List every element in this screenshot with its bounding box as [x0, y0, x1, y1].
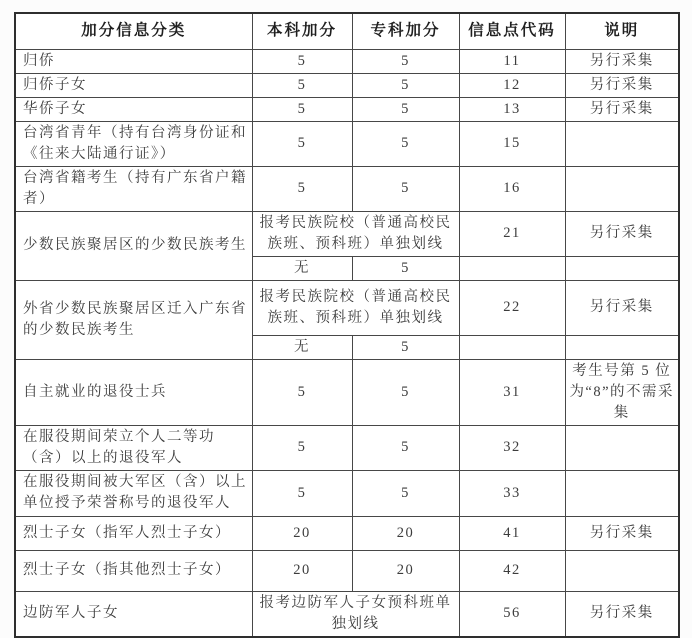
- bonus-points-table: [14, 12, 680, 638]
- cell-undergrad-points: 5: [252, 49, 352, 73]
- cell-undergrad-points: 20: [252, 516, 352, 550]
- cell-note: 另行采集: [565, 280, 679, 335]
- cell-info-code: 21: [459, 211, 565, 256]
- cell-note: 另行采集: [565, 211, 679, 256]
- cell-category: 华侨子女: [15, 97, 252, 121]
- cell-note: 另行采集: [565, 591, 679, 637]
- cell-note-empty: [565, 256, 679, 280]
- table-row: [15, 280, 679, 335]
- cell-college-points: 5: [352, 470, 459, 516]
- cell-undergrad-points: 5: [252, 121, 352, 166]
- table-row: [15, 166, 679, 211]
- table-row: [15, 470, 679, 516]
- cell-undergrad-points: 5: [252, 359, 352, 425]
- cell-info-code: 41: [459, 516, 565, 550]
- cell-college-points: 5: [352, 256, 459, 280]
- cell-college-points: 5: [352, 73, 459, 97]
- cell-category: 台湾省青年（持有台湾身份证和《往来大陆通行证》）: [15, 121, 252, 166]
- cell-note: [565, 470, 679, 516]
- cell-college-points: 5: [352, 425, 459, 470]
- header-info-code: 信息点代码: [459, 13, 565, 49]
- cell-college-points: 5: [352, 49, 459, 73]
- cell-college-points: 5: [352, 359, 459, 425]
- table-row: [15, 425, 679, 470]
- cell-category: 归侨子女: [15, 73, 252, 97]
- table-row: [15, 516, 679, 550]
- cell-category: 在服役期间荣立个人二等功（含）以上的退役军人: [15, 425, 252, 470]
- cell-college-points: 5: [352, 335, 459, 359]
- cell-undergrad-points: 5: [252, 470, 352, 516]
- cell-college-points: 20: [352, 516, 459, 550]
- cell-note-empty: [565, 335, 679, 359]
- table-header-row: [15, 13, 679, 49]
- cell-undergrad-points: 无: [252, 256, 352, 280]
- cell-undergrad-points: 20: [252, 550, 352, 591]
- cell-undergrad-points: 无: [252, 335, 352, 359]
- cell-note: [565, 121, 679, 166]
- cell-info-code-empty: [459, 335, 565, 359]
- cell-category: 烈士子女（指其他烈士子女）: [15, 550, 252, 591]
- cell-merged-rule: 报考民族院校（普通高校民族班、预科班）单独划线: [252, 211, 459, 256]
- cell-info-code: 22: [459, 280, 565, 335]
- cell-category: 台湾省籍考生（持有广东省户籍者）: [15, 166, 252, 211]
- cell-note: [565, 425, 679, 470]
- cell-college-points: 5: [352, 121, 459, 166]
- table-row: [15, 591, 679, 637]
- cell-info-code: 32: [459, 425, 565, 470]
- header-college-points: 专科加分: [352, 13, 459, 49]
- cell-info-code: 31: [459, 359, 565, 425]
- header-note: 说明: [565, 13, 679, 49]
- cell-merged-rule: 报考民族院校（普通高校民族班、预科班）单独划线: [252, 280, 459, 335]
- cell-undergrad-points: 5: [252, 425, 352, 470]
- cell-info-code: 15: [459, 121, 565, 166]
- table-row: [15, 121, 679, 166]
- cell-category: 自主就业的退役士兵: [15, 359, 252, 425]
- table-row: [15, 97, 679, 121]
- cell-category: 在服役期间被大军区（含）以上单位授予荣誉称号的退役军人: [15, 470, 252, 516]
- cell-merged-rule: 报考边防军人子女预科班单独划线: [252, 591, 459, 637]
- header-undergrad-points: 本科加分: [252, 13, 352, 49]
- cell-info-code: 12: [459, 73, 565, 97]
- cell-undergrad-points: 5: [252, 97, 352, 121]
- cell-category: 少数民族聚居区的少数民族考生: [15, 211, 252, 280]
- cell-college-points: 5: [352, 166, 459, 211]
- cell-info-code: 56: [459, 591, 565, 637]
- cell-category: 外省少数民族聚居区迁入广东省的少数民族考生: [15, 280, 252, 359]
- cell-info-code: 16: [459, 166, 565, 211]
- cell-note: [565, 550, 679, 591]
- cell-info-code: 42: [459, 550, 565, 591]
- cell-info-code: 33: [459, 470, 565, 516]
- cell-college-points: 5: [352, 97, 459, 121]
- cell-category: 归侨: [15, 49, 252, 73]
- cell-note: 另行采集: [565, 97, 679, 121]
- cell-info-code: 11: [459, 49, 565, 73]
- header-category: 加分信息分类: [15, 13, 252, 49]
- cell-undergrad-points: 5: [252, 166, 352, 211]
- table-row: [15, 550, 679, 591]
- cell-undergrad-points: 5: [252, 73, 352, 97]
- cell-note: 另行采集: [565, 73, 679, 97]
- cell-note: 另行采集: [565, 49, 679, 73]
- cell-category: 烈士子女（指军人烈士子女）: [15, 516, 252, 550]
- cell-college-points: 20: [352, 550, 459, 591]
- cell-info-code-empty: [459, 256, 565, 280]
- cell-note: [565, 166, 679, 211]
- table-row: [15, 211, 679, 256]
- cell-category: 边防军人子女: [15, 591, 252, 637]
- table-row: [15, 359, 679, 425]
- cell-info-code: 13: [459, 97, 565, 121]
- cell-note: 另行采集: [565, 516, 679, 550]
- table-row: [15, 73, 679, 97]
- table-row: [15, 49, 679, 73]
- cell-note: 考生号第 5 位为“8”的不需采集: [565, 359, 679, 425]
